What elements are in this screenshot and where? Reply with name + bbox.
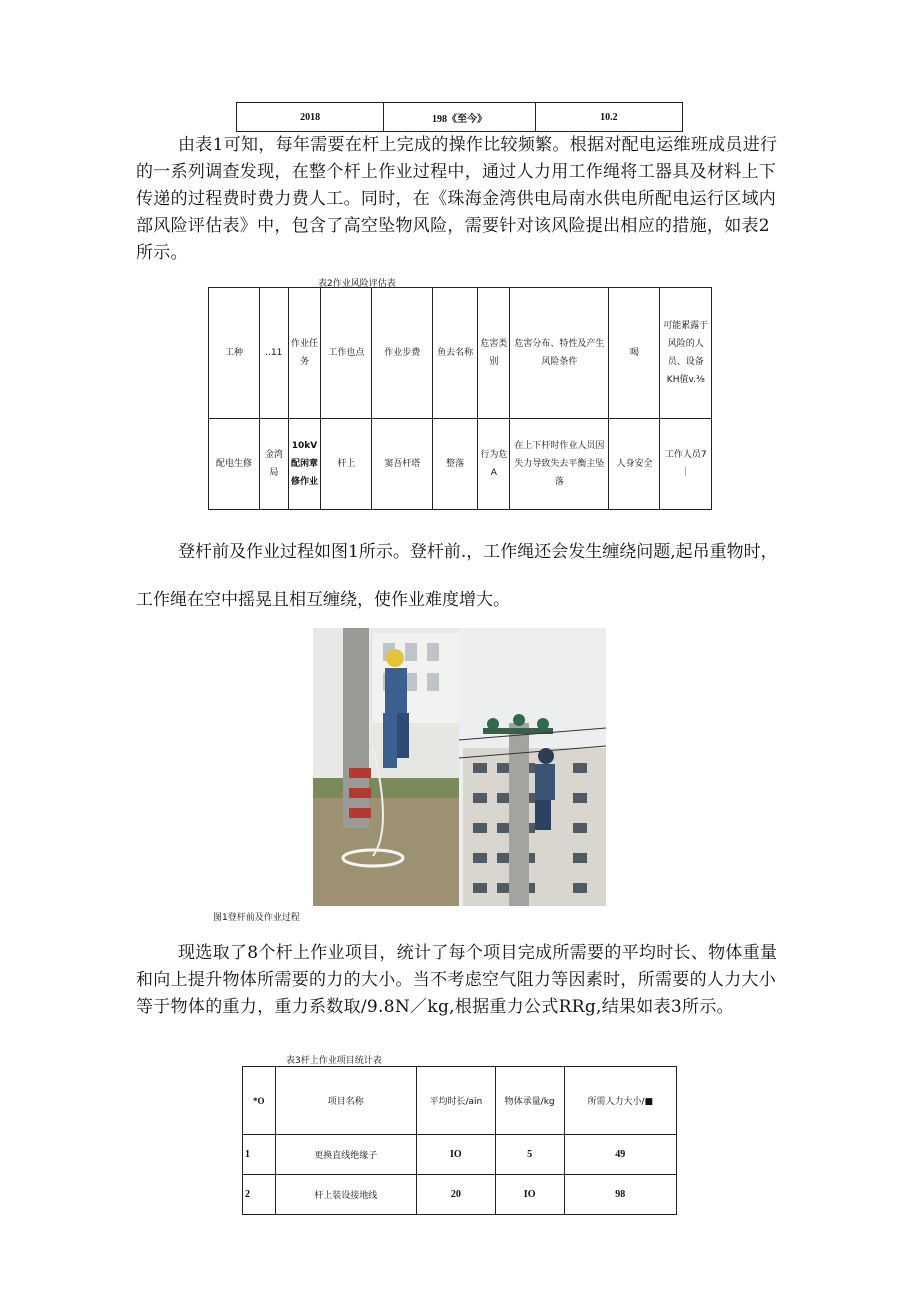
table-cell: IO	[417, 1135, 496, 1175]
figure-caption: 图1登杆前及作业过程	[213, 913, 300, 923]
table-cell: 杆上	[321, 419, 372, 510]
header-cell: 鱼去名称	[433, 288, 478, 419]
header-cell: ..11	[260, 288, 289, 419]
table-cell: 配电生修	[209, 419, 260, 510]
table-cell: 窦吾杆塔	[372, 419, 433, 510]
table-cell: 20	[417, 1175, 496, 1215]
header-cell: 喝	[609, 288, 660, 419]
table-cell: 在上下杆时作业人员因失力导致失去平衡主坠落	[510, 419, 609, 510]
table-cell: IO	[495, 1175, 564, 1215]
header-cell: 项目名称	[275, 1067, 416, 1135]
table-cell: 10kV配闲章修作业	[288, 419, 321, 510]
paragraph-1: 由表1可知，每年需要在杆上完成的操作比较频繁。根据对配电运维班成员进行的一系列调查发现，在整个杆上作业过程中，通过人力用工作绳将工器具及材料上下传递的过程费时费力费人工。同时，在《珠海金湾供电局南水供电所配电运行区域内部风险评估表》中，包含了高空坠物风险，需要针对该风险提出相应的措施，如表2所示。	[136, 135, 778, 263]
photo-before-climbing	[313, 628, 459, 906]
project-stats-table	[242, 1066, 677, 1215]
top-table-cell: 2018	[237, 103, 384, 132]
table-cell: 工作人员7｜	[660, 419, 712, 510]
table-cell: 1	[243, 1135, 276, 1175]
header-cell: 危害类别	[478, 288, 510, 419]
header-cell: 可能累露于风险的人员、设备KH值v.⅜	[660, 288, 712, 419]
header-cell: 危害分布、特性及产生风险条件	[510, 288, 609, 419]
table3-caption: 表3杆上作业项目统计表	[286, 1056, 382, 1066]
table-cell: 金湾局	[260, 419, 289, 510]
table-cell: 更换直线绝缘子	[275, 1135, 416, 1175]
table2-caption: 表2作业风险评估表	[318, 279, 396, 289]
table-cell: 整落	[433, 419, 478, 510]
header-cell: 作业任务	[288, 288, 321, 419]
table-cell: 2	[243, 1175, 276, 1215]
top-table-cell: 10.2	[535, 103, 682, 132]
table-cell: 98	[564, 1175, 676, 1215]
paragraph-2: 登杆前及作业过程如图1所示。登杆前.，工作绳还会发生缠绕问题,起吊重物时，工作绳在空中摇晃且相互缠绕，使作业难度增大。	[136, 542, 778, 610]
header-cell: 作业步费	[372, 288, 433, 419]
risk-table	[208, 287, 712, 510]
top-table-cell: 198《至今》	[384, 103, 536, 132]
header-cell: 工种	[209, 288, 260, 419]
table-cell: 人身安全	[609, 419, 660, 510]
header-cell: 工作也点	[321, 288, 372, 419]
work-photo	[313, 628, 606, 906]
table-cell: 49	[564, 1135, 676, 1175]
header-cell: 所需人力大小/■	[564, 1067, 676, 1135]
header-cell: 物体承量/kg	[495, 1067, 564, 1135]
table-cell: 行为危A	[478, 419, 510, 510]
photo-working-on-pole	[459, 628, 606, 906]
top-table	[236, 102, 683, 132]
table-cell: 杆上装设接地线	[275, 1175, 416, 1215]
paragraph-3: 现选取了8个杆上作业项目，统计了每个项目完成所需要的平均时长、物体重量和向上提升物体所需要的力的大小。当不考虑空气阻力等因素时，所需要的人力大小等于物体的重力，重力系数取/9.8N／kg,根据重力公式RRg,结果如表3所示。	[136, 943, 778, 1017]
header-cell: *O	[243, 1067, 276, 1135]
table-cell: 5	[495, 1135, 564, 1175]
header-cell: 平均时长/ain	[417, 1067, 496, 1135]
